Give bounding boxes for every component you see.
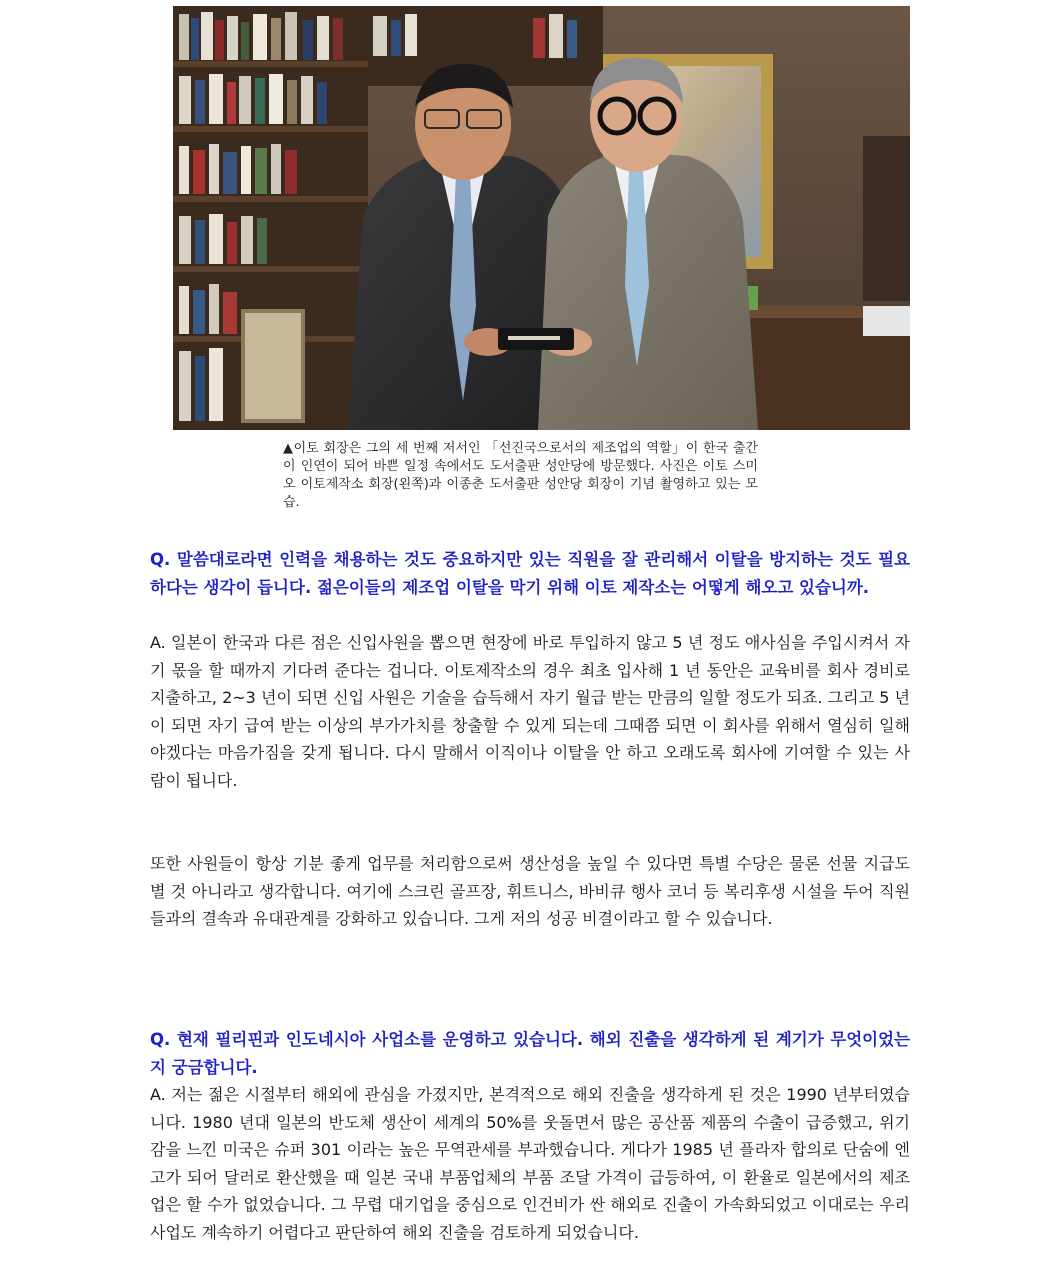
question-1: Q. 말씀대로라면 인력을 채용하는 것도 중요하지만 있는 직원을 잘 관리해서 이탈을 방지하는 것도 필요하다는 생각이 듭니다. 젊은이들의 제조업 이탈을 막기 위해 이토 제작소는 어떻게 해오고 있습니까. — [150, 550, 910, 597]
photo-caption: ▲이토 회장은 그의 세 번째 저서인 「선진국으로서의 제조업의 역할」이 한국 출간이 인연이 되어 바쁜 일정 속에서도 도서출판 성안당에 방문했다. 사진은 이토 스미오 이토제작소 회장(왼쪽)과 이종춘 도서출판 성안당 회장이 기념 촬영하고 있는 모습. — [283, 441, 758, 510]
answer-1-paragraph-2: 또한 사원들이 항상 기분 좋게 업무를 처리함으로써 생산성을 높일 수 있다면 특별 수당은 물론 선물 지급도 별 것 아니라고 생각합니다. 여기에 스크린 골프장, 휘트니스, 바비큐 행사 코너 등 복리후생 시설을 두어 직원들과의 결속과 유대관계를 강화하고 있습니다. 그게 저의 성공 비결이라고 할 수 있습니다. — [150, 854, 910, 928]
answer-1: A. 일본이 한국과 다른 점은 신입사원을 뽑으면 현장에 바로 투입하지 않고 5 년 정도 애사심을 주입시켜서 자기 몫을 할 때까지 기다려 준다는 겁니다. 이토제작소의 경우 최초 입사해 1 년 동안은 교육비를 회사 경비로 지출하고, 2~3 년이 되면 신입 사원은 기술을 습득해서 자기 월급 받는 만큼의 일할 정도가 되죠. 그리고 5 년이 되면 자기 급여 받는 이상의 부가가치를 창출할 수 있게 되는데 그때쯤 되면 이 회사를 위해서 열심히 일해야겠다는 마음가짐을 갖게 됩니다. 다시 말해서 이직이나 이탈을 안 하고 오래도록 회사에 기여할 수 있는 사람이 됩니다. — [150, 633, 910, 790]
question-2: Q. 현재 필리핀과 인도네시아 사업소를 운영하고 있습니다. 해외 진출을 생각하게 된 계기가 무엇이었는지 궁금합니다. — [150, 1030, 910, 1077]
interview-photo — [173, 6, 910, 430]
answer-2: A. 저는 젊은 시절부터 해외에 관심을 가졌지만, 본격적으로 해외 진출을 생각하게 된 것은 1990 년부터였습니다. 1980 년대 일본의 반도체 생산이 세계의 50%를 웃돌면서 많은 공산품 제품의 수출이 급증했고, 위기감을 느낀 미국은 슈퍼 301 이라는 높은 무역관세를 부과했습니다. 게다가 1985 년 플라자 합의로 단숨에 엔고가 되어 달러로 환산했을 때 일본 국내 부품업체의 부품 조달 가격이 급등하여, 이 환율로 일본에서의 제조업은 할 수가 없었습니다. 그 무렵 대기업을 중심으로 인건비가 싼 해외로 진출이 가속화되었고 이대로는 우리 사업도 계속하기 어렵다고 판단하여 해외 진출을 검토하게 되었습니다. — [150, 1085, 910, 1242]
photo-illustration — [173, 6, 910, 430]
